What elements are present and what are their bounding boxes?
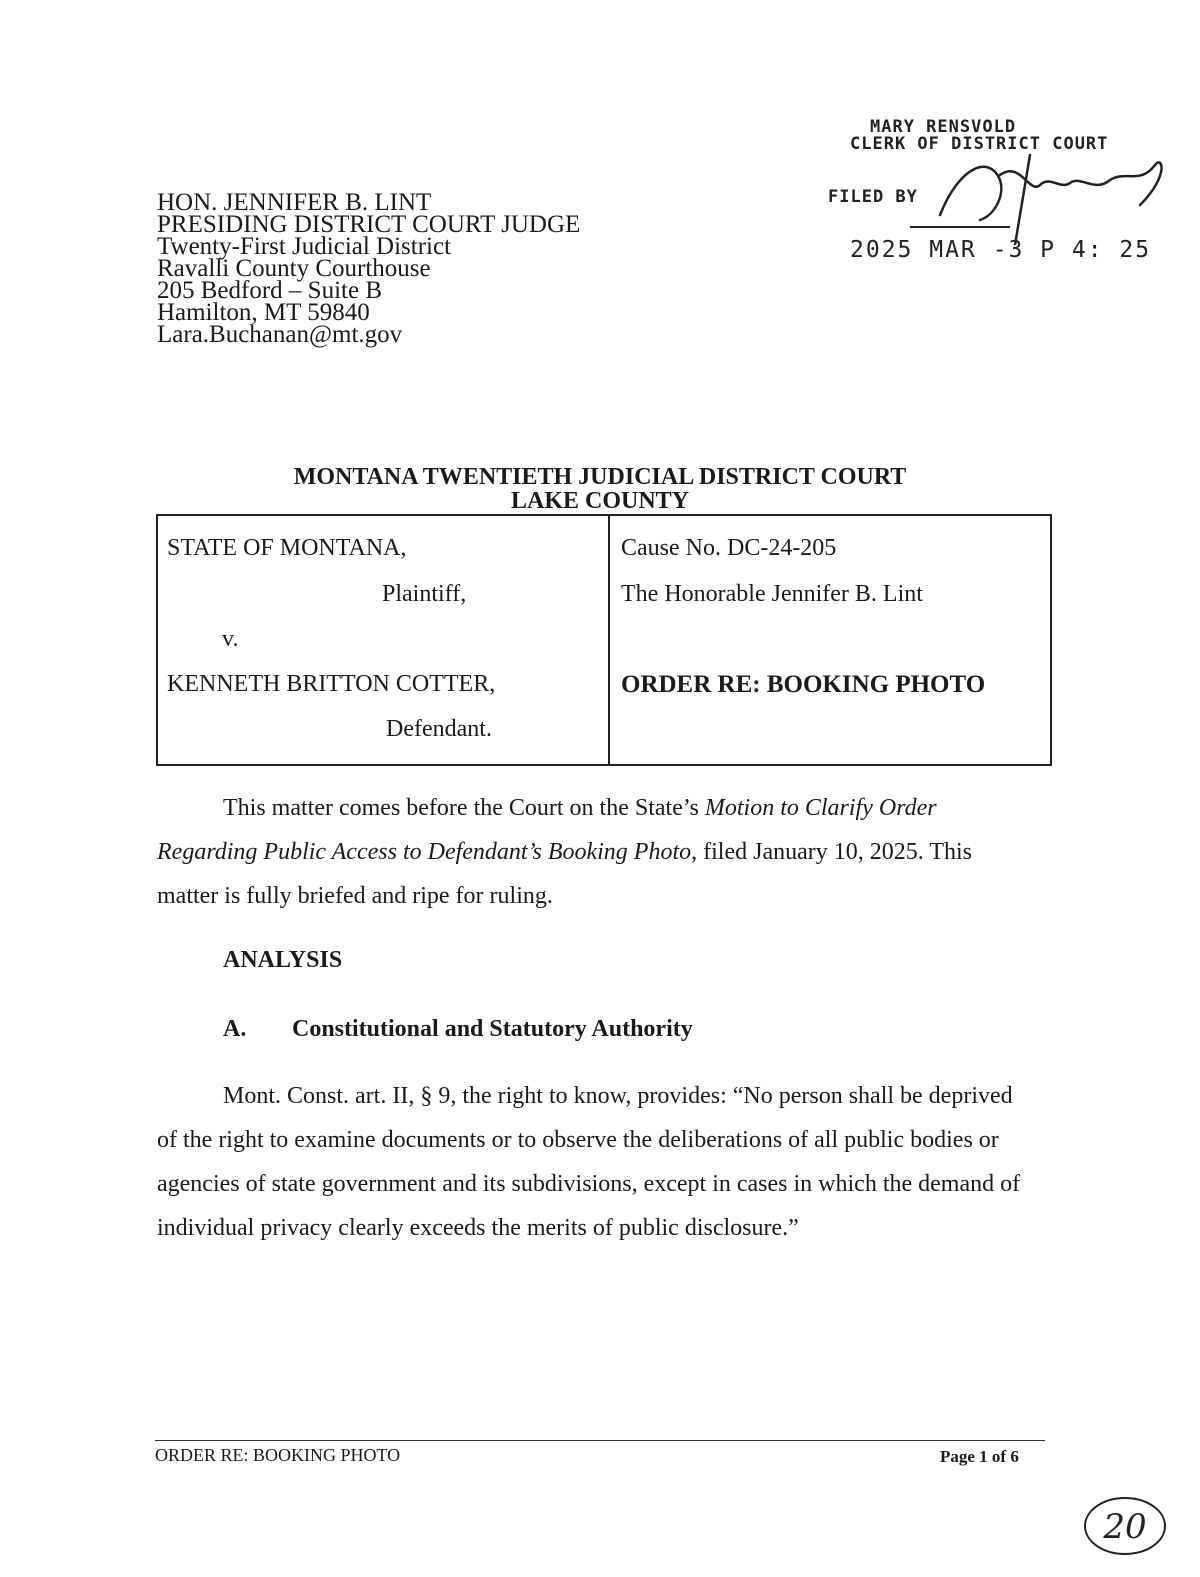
section-title: Constitutional and Statutory Authority	[292, 1016, 693, 1042]
court-name: MONTANA TWENTIETH JUDICIAL DISTRICT COURT	[293, 464, 907, 490]
judge-line: Twenty-First Judicial District	[157, 233, 452, 260]
plaintiff-name: STATE OF MONTANA,	[167, 535, 407, 561]
judge-line: Ravalli County Courthouse	[157, 255, 431, 282]
judge-line: 205 Bedford – Suite B	[157, 277, 382, 304]
footer-document-title: ORDER RE: BOOKING PHOTO	[155, 1445, 401, 1465]
caption-divider	[608, 514, 610, 766]
presiding-judge: The Honorable Jennifer B. Lint	[621, 581, 923, 607]
clerk-signature	[900, 135, 1180, 245]
judge-email: Lara.Buchanan@mt.gov	[157, 321, 403, 348]
plaintiff-role: Plaintiff,	[382, 581, 467, 607]
constitution-paragraph: Mont. Const. art. II, § 9, the right to know, provides: “No person shall be deprived of the right to examine documents or to observe the deliberations of all public bodies or agencies of state government and its subdivisions, except in cases in which the demand of individual privacy clearly exceeds the merits of public disclosure.”	[157, 1083, 1021, 1241]
intro-text-start: This matter comes before the Court on the State’s	[223, 795, 705, 821]
stamp-clerk-office: CLERK OF DISTRICT COURT	[850, 134, 1109, 154]
judge-line: PRESIDING DISTRICT COURT JUDGE	[157, 211, 581, 238]
intro-text-end: , filed January 10, 2025. This matter is fully briefed and ripe for ruling.	[157, 839, 972, 909]
footer-rule	[155, 1440, 1045, 1441]
motion-title: Motion to Clarify Order Regarding Public Access to Defendant’s Booking Photo	[157, 795, 937, 865]
handwritten-page-mark	[1080, 1490, 1170, 1560]
stamp-filed-label: FILED BY	[828, 187, 918, 207]
court-title	[150, 465, 1050, 513]
order-title: ORDER RE: BOOKING PHOTO	[621, 671, 986, 698]
defendant-role: Defendant.	[386, 716, 492, 742]
stamp-clerk-name: MARY RENSVOLD	[870, 117, 1017, 137]
judge-line: HON. JENNIFER B. LINT	[157, 189, 432, 216]
cause-number: Cause No. DC-24-205	[621, 535, 837, 561]
handwritten-number: 20	[1103, 1507, 1147, 1547]
judge-line: Hamilton, MT 59840	[157, 299, 370, 326]
defendant-name: KENNETH BRITTON COTTER,	[167, 671, 496, 697]
analysis-heading: ANALYSIS	[223, 947, 343, 973]
judge-address-block	[157, 189, 581, 348]
court-county: LAKE COUNTY	[510, 488, 690, 514]
stamp-date: 2025 MAR -3 P 4: 25	[850, 237, 1152, 263]
page-number: Page 1 of 6	[940, 1447, 1019, 1466]
section-letter: A.	[223, 1016, 247, 1042]
versus-label: v.	[222, 626, 239, 652]
filing-stamp	[820, 115, 1180, 275]
intro-paragraph	[157, 786, 1037, 918]
